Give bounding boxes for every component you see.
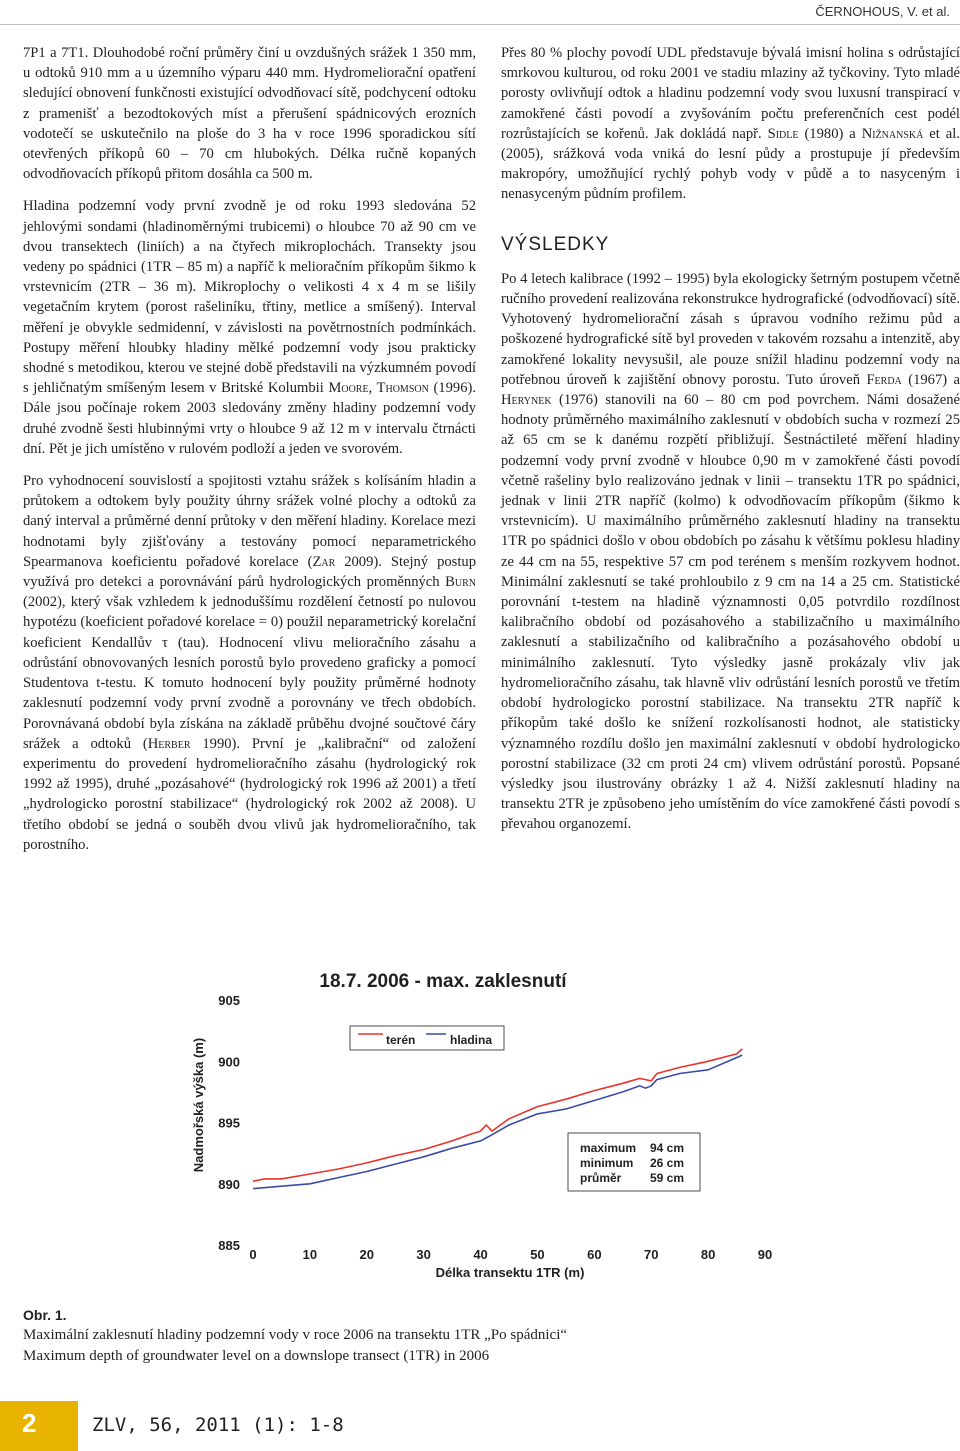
x-tick-label: 90 bbox=[757, 1247, 773, 1262]
legend-label-teren: terén bbox=[386, 1033, 416, 1047]
citation: Sidle bbox=[767, 125, 799, 142]
text-run: (1996). Dále jsou počínaje rokem 2003 sledovány změny hladiny podzemní vody druhé zvodně šesti hlubinnými vrty o hloubce 9 až 12 m v intervalu čtrnácti dní. Pět je jich umístěno v rulovém podloží a jeden ve svorovém. bbox=[23, 380, 476, 457]
stat-label: maximum bbox=[580, 1141, 637, 1155]
figure-caption-cz: Maximální zaklesnutí hladiny podzemní vody v roce 2006 na transektu 1TR „Po spádnici“ bbox=[23, 1327, 568, 1343]
right-text-column bbox=[501, 43, 960, 847]
y-tick-label: 895 bbox=[218, 1115, 240, 1131]
journal-citation: ZLV, 56, 2011 (1): 1-8 bbox=[92, 1414, 344, 1436]
left-paragraph-3 bbox=[23, 471, 476, 855]
stat-value: 26 cm bbox=[650, 1156, 685, 1170]
text-run: Pro vyhodnocení souvislostí a spojitosti vztahu srážek s kolísáním hladin a průtokem a odtokem byly použity úhrny srážek volné plochy a odtoků za daný interval a průměrné denní průtoky v den měření hladiny. Korelace mezi hodnotami byly zjišťovány a testovány pomocí neparametrického Spearmanova koeficientu pořadové korelace ( bbox=[23, 473, 476, 570]
text-run: (1976) stanovili na 60 – 80 cm pod povrchem. Námi dosažené hodnoty průměrného maximálního zaklesnutí v obdobích sucha v rozmezí 25 až 65 cm se k danému rozpětí přibližují. Šestnáctileté měření hladiny podzemní vody první zvodně v hloubce 0,90 m v zamokřené části povodí včetně rašeliny bylo realizováno jednak v linii – transektu 1TR po spádnici, jednak v linii 2TR napříč (kolmo) k odvodňovacím příkopům (šikmo k vrstevnicím). U maximálního průměrného zaklesnutí hladiny na transektu 1TR po spádnici došlo v obou obdobích po zásahu k většímu poklesu hladiny ze 44 cm na 55, respektive 57 cm pod terénem s menším rozkyvem hodnot. Minimální zaklesnutí se také prohloubilo z 9 cm na 14 a 25 cm. Statistické porovnání t-testem na hladině významnosti 0,05 potvrdilo rozdílnost kalibračního období od pozásahového a stabilizačního u maximálního zaklesnutí a stabilizačního od kalibračního a pozásahového období u minimálního zaklesnutí. Tyto výsledky jasně prokázaly vliv jak hydromelioračního zásahu, tak hlavně vliv odrůstání lesních porostů ve třetím období hydrologicko porostní stabilizace. Na transektu 2TR napříč k příkopům také došlo ke snížení rozkolísanosti hodnot, ale statisticky významného rozdílu došlo jen maximální zaklesnutí v období hydrologicko porostní stabilizace (32 cm proti 24 cm) vlivem odrůstání porostů. Popsané výsledky jsou ilustrovány obrázky 1 až 4. Nižší zaklesnutí hladiny na transektu 2TR je způsobeno jeho umístěním do více zamokřené části povodí s převahou organozemí. bbox=[501, 392, 960, 833]
stat-value: 94 cm bbox=[650, 1141, 685, 1155]
legend-label-hladina: hladina bbox=[450, 1033, 493, 1047]
section-heading-results: VÝSLEDKY bbox=[501, 233, 610, 255]
left-paragraph-1: 7P1 a 7T1. Dlouhodobé roční průměry činí u ovzdušných srážek 1 350 mm, u odtoků 910 mm a u územního výparu 440 mm. Hydromeliorační opatření sledující obnovení funkčnosti existující odvodňovací sítě, podchycení odtoku z pramenišť a bezodtokových míst a přerušení spádnicových erozních vodotečí se uskutečnilo na ploše do 3 ha v roce 1996 sporadickou sítí otevřených příkopů 60 – 70 cm hlubokých. Délka ručně kopaných odvodňovacích příkopů přitom dosáhla ca 500 m. bbox=[23, 45, 476, 183]
text-run: 2009). Stejný postup využívá pro detekci a porovnávání párů hydrologických proměnných bbox=[23, 553, 476, 591]
running-head: ČERNOHOUS, V. et al. bbox=[815, 4, 950, 19]
figure-label: Obr. 1. bbox=[23, 1307, 67, 1323]
figure-1 bbox=[188, 960, 788, 1290]
x-axis-label: Délka transektu 1TR (m) bbox=[435, 1265, 585, 1280]
y-tick-label: 890 bbox=[218, 1176, 240, 1192]
x-tick-label: 0 bbox=[249, 1247, 257, 1262]
text-run: Přes 80 % plochy povodí UDL představuje bývalá imisní holina s odrůstající smrkovou kulturou, od roku 2001 ve stadiu mlaziny až tyčkoviny. Tyto mladé porosty ovlivňují odtok a hladinu podzemní vody svou luxusní transpirací v zamokřené části povodí a zvyšováním počtu preferenčních cest podél rozrůstajících se kořenů. Jak dokládá např. bbox=[501, 45, 960, 142]
chart-legend bbox=[350, 1026, 504, 1050]
citation: Ferda bbox=[866, 371, 902, 388]
citation: Moore, Thomson bbox=[328, 380, 429, 397]
citation: Zar bbox=[312, 553, 336, 570]
citation: Burn bbox=[445, 574, 476, 591]
page-number-badge bbox=[0, 1401, 78, 1451]
x-tick-label: 70 bbox=[643, 1247, 659, 1262]
chart-title: 18.7. 2006 - max. zaklesnutí bbox=[319, 971, 567, 992]
x-tick-label: 30 bbox=[416, 1247, 431, 1262]
text-run: et al. (2005), srážková voda vniká do lesní půdy a prostupuje jí především makropóry, umožňující rychlý pohyb vody v půdě a to nasyceným i nenasyceným půdním profilem. bbox=[501, 125, 960, 203]
text-run: (2002), který však vzhledem k jednoduššímu rozdělení četností po nulovou hypotézu (koeficient pořadové korelace = 0) použil neparametrický korelační koeficient Kendallův τ (tau). Hodnocení vlivu melioračního zásahu a odrůstání obnovovaných lesních porostů bylo provedeno graficky a pomocí Studentova t-testu. K tomuto hodnocení byly použity průměrné hodnoty zaklesnutí podzemní vody první zvodně a porovnány ve třech obdobích. Porovnávaná období byla získána na základě průběhu dvojné součtové čáry srážek a odtoků ( bbox=[23, 594, 476, 752]
transect-chart bbox=[188, 960, 788, 1290]
stats-box bbox=[568, 1133, 700, 1191]
stat-value: 59 cm bbox=[650, 1171, 685, 1185]
x-tick-label: 20 bbox=[359, 1247, 375, 1262]
text-run: 1990). První je „kalibrační“ od založení experimentu do provedení hydromelioračního zásahu (hydrologický rok 1992 až 1995), druhé „pozásahové“ (hydrologický rok 1996 až 2001) a třetí „hydrologicko porostní stabilizace“ (hydrologický rok 2002 až 2008). U třetího období se jedná o souběh dvou vlivů jak hydromelioračního, tak porostního. bbox=[23, 735, 476, 853]
text-run: Po 4 letech kalibrace (1992 – 1995) byla ekologicky šetrným postupem včetně ručního provedení realizována rekonstrukce hydrografické (odvodňovací) sítě. Vyhotovený hydromeliorační zásah s úpravou vodního režimu půd a poškozené hydrografické sítě byl proveden v takovém rozsahu a intenzitě, aby zamokřené lokality nevysušil, ale pouze snížil hladinu podzemní vody na potřebnou úroveň k zajištění obnovy porostu. Tuto úroveň bbox=[501, 270, 960, 388]
figure-caption-en: Maximum depth of groundwater level on a downslope transect (1TR) in 2006 bbox=[23, 1348, 490, 1364]
text-run: Hladina podzemní vody první zvodně je od roku 1993 sledována 52 jehlovými sondami (hladinoměrnými trubicemi) o hloubce 70 až 90 cm ve dvou transektech (liniích) a na čtyřech mikroplochách. Transekty jsou vedeny po spádnici (1TR – 85 m) a napříč k melioračním příkopům šikmo k vrstevnicím (2TR – 36 m). Mikroplochy o velikosti 4 x 4 m se lišily vegetačním krytem (porost rašeliníku, třtiny, metlice a smíšený). Interval měření je obvykle sedmidenní, v závislosti na povětrnostních podmínkách. Postupy měření hloubky hladiny mělké podzemní vody jsou prakticky shodné s metodikou, kterou ve stejné době představili na výzkumném povodí s jehličnatým smíšeným lesem v Britské Kolumbii bbox=[23, 198, 476, 397]
y-axis-label: Nadmořská výška (m) bbox=[191, 1037, 206, 1173]
left-paragraph-2 bbox=[23, 196, 476, 459]
stat-label: průměr bbox=[580, 1171, 622, 1185]
stat-label: minimum bbox=[580, 1156, 634, 1170]
y-tick-label: 905 bbox=[218, 993, 240, 1008]
text-run: (1967) a bbox=[908, 371, 960, 388]
x-tick-label: 80 bbox=[700, 1247, 716, 1262]
citation: Herynek bbox=[501, 392, 552, 409]
page-number: 2 bbox=[22, 1408, 37, 1438]
citation: Nižnanská bbox=[861, 125, 924, 142]
y-tick-label: 900 bbox=[218, 1054, 240, 1070]
text-run: (1980) a bbox=[804, 125, 856, 142]
right-paragraph-2 bbox=[501, 269, 960, 835]
x-tick-label: 60 bbox=[587, 1247, 602, 1262]
citation: Herber bbox=[147, 735, 191, 752]
left-text-column bbox=[23, 43, 476, 867]
right-paragraph-1 bbox=[501, 43, 960, 205]
header-rule bbox=[0, 24, 960, 25]
y-tick-label: 885 bbox=[218, 1238, 240, 1253]
x-tick-label: 40 bbox=[473, 1247, 488, 1262]
x-tick-label: 10 bbox=[302, 1247, 318, 1262]
x-tick-label: 50 bbox=[530, 1247, 545, 1262]
